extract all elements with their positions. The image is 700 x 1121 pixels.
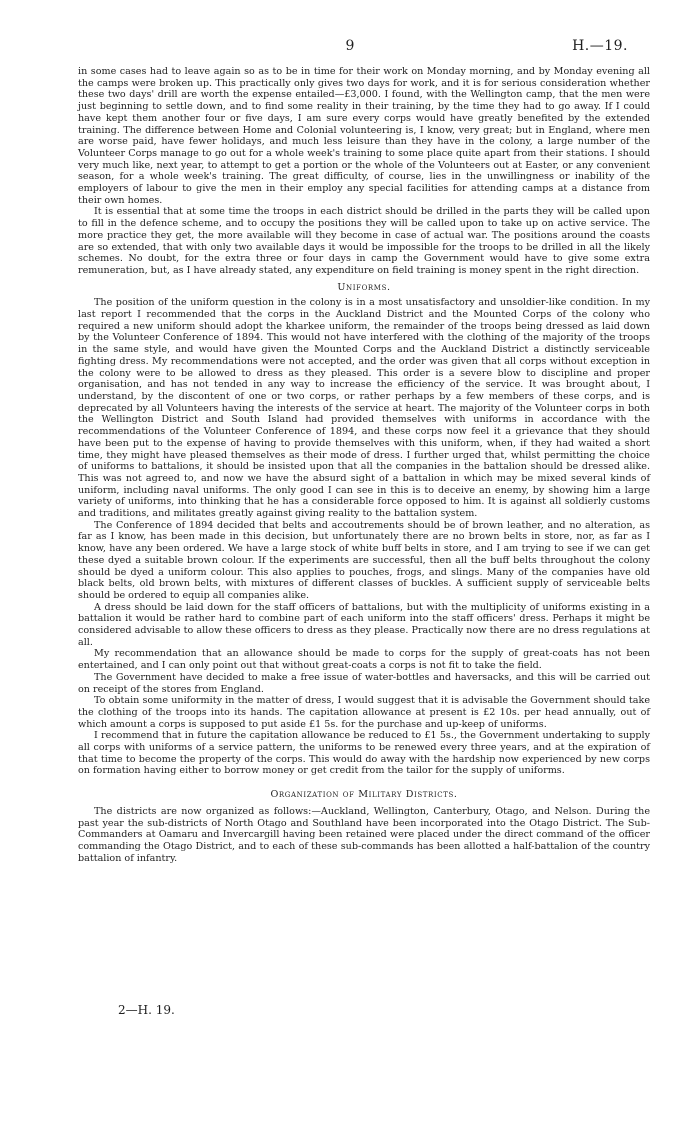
- paragraph: The Government have decided to make a free issue of water-bottles and haversacks, and this will be carried out on receipt of the stores from England.: [78, 671, 650, 695]
- paragraph: The Conference of 1894 decided that belts and accoutrements should be of brown leather, and no alteration, as far as I know, has been made in this decision, but unfortunately there are no brown belts in store, nor, as far as I know, have any been ordered. We have a large stock of white buff belts in store, and I am trying to see if we can get these dyed a suitable brown colour. If the experiments are successful, then all the buff belts throughout the colony should be dyed a uniform colour. This also applies to pouches, frogs, and slings. Many of the companies have old black belts, old brown belts, with mixtures of different classes of buckles. A sufficient supply of serviceable belts should be ordered to equip all companies alike.: [78, 519, 650, 601]
- section-heading-uniforms: Uniforms.: [337, 281, 391, 293]
- paragraph: I recommend that in future the capitation allowance be reduced to £1 5s., the Government undertaking to supply all corps with uniforms of a service pattern, the uniforms to be renewed every three years, and at the expiration of that time to become the property of the corps. This would do away with the hardship now experienced by new corps on formation having either to borrow money or get credit from the tailor for the supply of uniforms.: [78, 730, 650, 777]
- paragraph: in some cases had to leave again so as to be in time for their work on Monday morning, and by Monday evening all the camps were broken up. This practically only gives two days for work, and it is for serious consideration whether these two days' drill are worth the expense entailed—£3,000. I found, with the Wellington camp, that the men were just beginning to settle down, and to find some reality in their training, by the time they had to go away. If I could have kept them another four or five days, I am sure every corps would have greatly benefited by the extended training. The difference between Home and Colonial volunteering is, I know, very great; but in England, where men are worse paid, have fewer holidays, and much less leisure than they have in the colony, a large number of the Volunteer Corps manage to go out for a whole week's training to some place quite apart from their stations. I should very much like, next year, to attempt to get a portion or the whole of the Volunteers out at Easter, or any convenient season, for a whole week's training. The great difficulty, of course, lies in the unwillingness or inability of the employers of labour to give the men in their employ any special facilities for attending camps at a distance from their own homes.: [78, 66, 650, 206]
- signature-mark: 2—H. 19.: [118, 1003, 175, 1017]
- page-number: 9: [345, 38, 355, 54]
- paragraph: The position of the uniform question in the colony is in a most unsatisfactory and unsoldier-like condition. In my last report I recommended that the corps in the Auckland District and the Mounted Corps of the colony who required a new uniform should adopt the kharkee uniform, the remainder of the troops being dressed as laid down by the Volunteer Conference of 1894. This would not have interfered with the clothing of the majority of the troops in the same style, and would have given the Mounted Corps and the Auckland District a distinctly serviceable fighting dress. My recommendations were not accepted, and the order was given that all corps without exception in the colony were to be allowed to dress as they pleased. This order is a severe blow to discipline and proper organisation, and has not tended in any way to increase the efficiency of the service. It was brought about, I understand, by the discontent of one or two corps, or rather perhaps by a few members of these corps, and is deprecated by all Volunteers having the interests of the service at heart. The majority of the Volunteer corps in both the Wellington District and South Island had provided themselves with uniforms in accordance with the recommendations of the Volunteer Conference of 1894, and these corps now feel it a grievance that they should have been put to the expense of having to provide themselves with this uniform, when, if they had waited a short time, they might have pleased themselves as their mode of dress. I further urged that, whilst permitting the choice of uniforms to battalions, it should be insisted upon that all the companies in the battalion should be dressed alike. This was not agreed to, and now we have the absurd sight of a battalion in which may be mixed several kinds of uniform, including naval uniforms. The only good I can see in this is to deceive an enemy, by showing him a large variety of uniforms, into thinking that he has a considerable force opposed to him. It is against all soldierly customs and traditions, and militates greatly against giving reality to the battalion system.: [78, 297, 650, 520]
- section-heading-districts: Organization of Military Districts.: [270, 789, 458, 801]
- paragraph: The districts are now organized as follows:—Auckland, Wellington, Canterbury, Otago, and Nelson. During the past year the sub-districts of North Otago and Southland have been incorporated into the Otago District. The Sub-Commanders at Oamaru and Invercargill having been retained were placed under the direct command of the officer commanding the Otago District, and to each of these sub-commands has been allotted a half-battalion of the country battalion of infantry.: [78, 805, 650, 864]
- document-reference: H.—19.: [572, 38, 628, 54]
- paragraph: My recommendation that an allowance should be made to corps for the supply of great-coats has not been entertained, and I can only point out that without great-coats a corps is not fit to take the field.: [78, 648, 650, 672]
- paragraph: It is essential that at some time the troops in each district should be drilled in the parts they will be called upon to fill in the defence scheme, and to occupy the positions they will be called upon to take up on active service. The more practice they get, the more available will they become in case of actual war. The positions around the coasts are so extended, that with only two available days it would be impossible for the troops to be drilled in all the likely schemes. No doubt, for the extra three or four days in camp the Government would have to give some extra remuneration, but, as I have already stated, any expenditure on field training is money spent in the right direction.: [78, 206, 650, 276]
- paragraph: A dress should be laid down for the staff officers of battalions, but with the multiplicity of uniforms existing in a battalion it would be rather hard to combine part of each uniform into the staff officers' dress. Perhaps it might be considered advisable to allow these officers to dress as they please. Practically now there are no dress regulations at all.: [78, 601, 650, 648]
- body-text: [78, 66, 650, 864]
- paragraph: To obtain some uniformity in the matter of dress, I would suggest that it is advisable the Government should take the clothing of the troops into its hands. The capitation allowance at present is £2 10s. per head annually, out of which amount a corps is supposed to put aside £1 5s. for the purchase and up-keep of uniforms.: [78, 695, 650, 730]
